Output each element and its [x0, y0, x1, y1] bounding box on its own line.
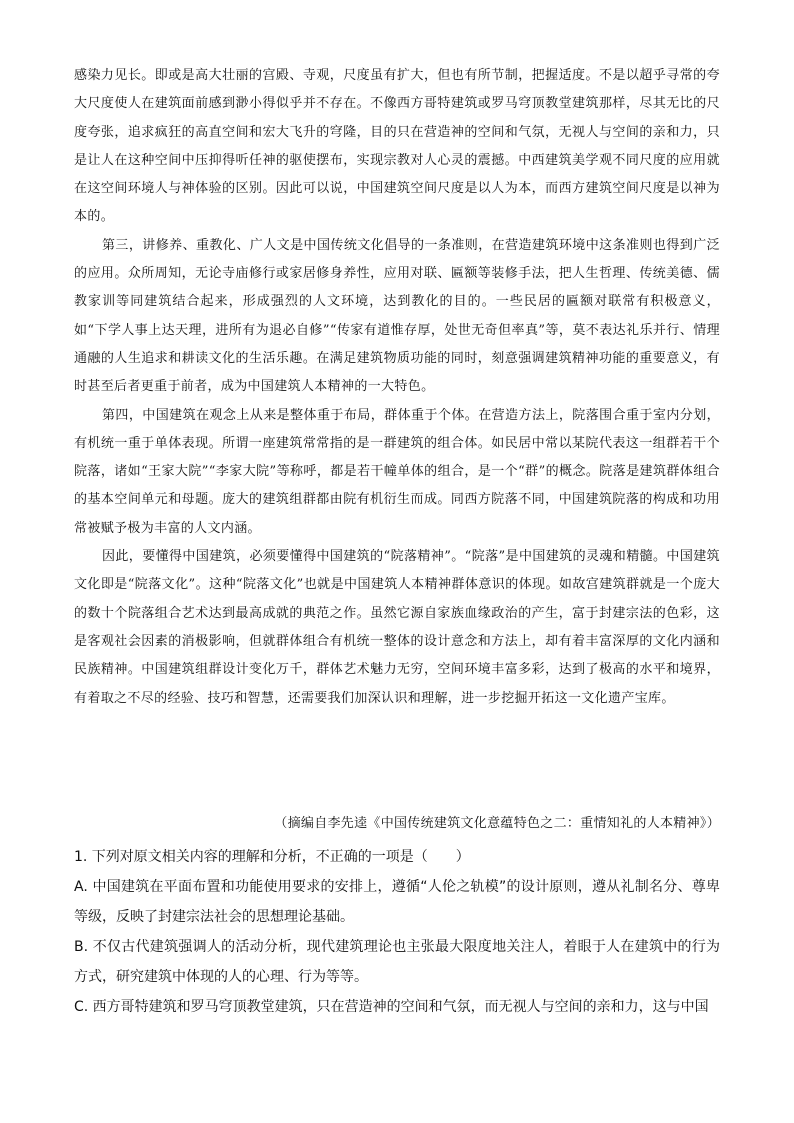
passage-paragraph-2: 第三，讲修养、重教化、广人文是中国传统文化倡导的一条准则，在营造建筑环境中这条准则也得到广泛的应用。众所周知，无论寺庙修行或家居修身养性，应用对联、匾额等装修手法，把人生哲理、传统美德、儒教家训等同建筑结合起来，形成强烈的人文环境，达到教化的目的。一些民居的匾额对联常有积极意义，如“下学人事上达天理，进所有为退必自修”“传家有道惟存厚，处世无奇但率真”等，莫不表达礼乐并行、情理通融的人生追求和耕读文化的生活乐趣。在满足建筑物质功能的同时，刻意强调建筑精神功能的重要意义，有时甚至后者更重于前者，成为中国建筑人本精神的一大特色。	[74, 237, 720, 395]
question-1	[74, 842, 720, 1022]
passage-source-citation: （摘编自李先逵《中国传统建筑文化意蕴特色之二：重情知礼的人本精神》）	[274, 816, 720, 831]
passage-paragraph-1: 感染力见长。即或是高大壮丽的宫殿、寺观，尺度虽有扩大，但也有所节制，把握适度。不是以超乎寻常的夸大尺度使人在建筑面前感到渺小得似乎并不存在。不像西方哥特建筑或罗马穹顶教堂建筑那样，尽其无比的尺度夸张，追求疯狂的高直空间和宏大飞升的穹隆，目的只在营造神的空间和气氛，无视人与空间的亲和力，只是让人在这种空间中压抑得听任神的驱使摆布，实现宗教对人心灵的震撼。中西建筑美学观不同尺度的应用就在这空间环境人与神体验的区别。因此可以说，中国建筑空间尺度是以人为本，而西方建筑空间尺度是以神为本的。	[74, 68, 720, 225]
passage-paragraph-3: 第四，中国建筑在观念上从来是整体重于布局，群体重于个体。在营造方法上，院落围合重于室内分划，有机统一重于单体表现。所谓一座建筑常常指的是一群建筑的组合体。如民居中常以某院代表这一组群若干个院落，诸如“王家大院”“李家大院”等称呼，都是若干幢单体的组合，是一个“群”的概念。院落是建筑群体组合的基本空间单元和母题。庞大的建筑组群都由院有机衍生而成。同西方院落不同，中国建筑院落的构成和功用常被赋予极为丰富的人文内涵。	[74, 407, 720, 536]
option-a: A. 中国建筑在平面布置和功能使用要求的安排上，遵循“人伦之轨模”的设计原则，遵从礼制名分、尊卑等级，反映了封建宗法社会的思想理论基础。	[74, 879, 720, 925]
option-b: B. 不仅古代建筑强调人的活动分析，现代建筑理论也主张最大限度地关注人，着眼于人在建筑中的行为方式，研究建筑中体现的人的心理、行为等等。	[74, 939, 720, 985]
passage-paragraph-4: 因此，要懂得中国建筑，必须要懂得中国建筑的“院落精神”。“院落”是中国建筑的灵魂和精髓。中国建筑文化即是“院落文化”。这种“院落文化”也就是中国建筑人本精神群体意识的体现。如故宫建筑群就是一个庞大的数十个院落组合艺术达到最高成就的典范之作。虽然它源自家族血缘政治的产生，富于封建宗法的色彩，这是客观社会因素的消极影响，但就群体组合有机统一整体的设计意念和方法上，却有着丰富深厚的文化内涵和民族精神。中国建筑组群设计变化万千，群体艺术魅力无穷，空间环境丰富多彩，达到了极高的水平和境界，有着取之不尽的经验、技巧和智慧，还需要我们加深认识和理解，进一步挖掘开拓这一文化遗产宝库。	[74, 549, 720, 706]
reading-passage	[74, 62, 720, 713]
option-c: C. 西方哥特建筑和罗马穹顶教堂建筑，只在营造神的空间和气氛，而无视人与空间的亲和力，这与中国	[74, 999, 709, 1015]
question-stem: 1. 下列对原文相关内容的理解和分析，不正确的一项是（ ）	[74, 849, 470, 865]
